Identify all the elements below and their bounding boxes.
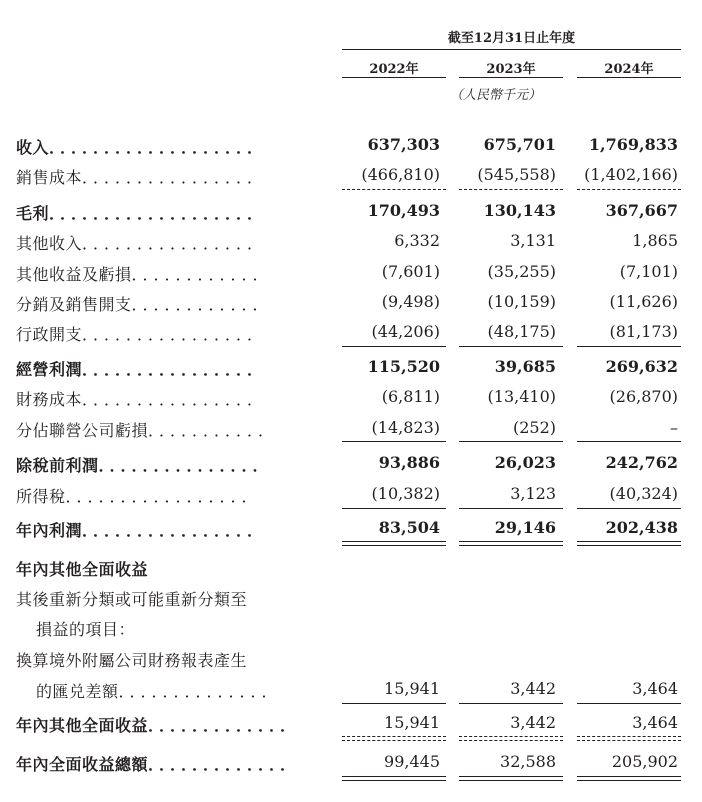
subtotal-rule [342, 189, 446, 190]
row-value-2023: 3,131 [510, 231, 556, 250]
row-label: 銷售成本．．．．．．．．．．．．．．．． [16, 168, 267, 187]
subtotal-rule [459, 441, 563, 442]
row-value-2023: 39,685 [494, 357, 556, 376]
row-value-2023: (252) [512, 418, 556, 437]
row-value-2023: 130,143 [483, 201, 556, 220]
oci-subheading-continued: 損益的項目： [36, 620, 136, 639]
dashed-double-rule [577, 740, 681, 741]
row-value-2024: (11,626) [609, 292, 678, 311]
row-value-2022: (7,601) [381, 262, 440, 281]
oci-item-value-2023: 3,442 [510, 679, 556, 698]
grand-total-double-rule [342, 780, 446, 781]
row-value-2022: (6,811) [381, 387, 440, 406]
dashed-double-rule [342, 736, 446, 737]
grand-total-double-rule [577, 780, 681, 781]
subtotal-rule [577, 508, 681, 509]
subtotal-rule [459, 508, 563, 509]
row-value-2024: (7,101) [619, 262, 678, 281]
row-value-2022: 170,493 [367, 201, 440, 220]
row-value-2024: 1,865 [632, 231, 678, 250]
row-value-2024: (40,324) [609, 484, 678, 503]
row-value-2024: (26,870) [609, 387, 678, 406]
unit-label: （人民幣千元） [450, 88, 542, 103]
oci-item-label: 換算境外附屬公司財務報表產生 [16, 651, 248, 670]
row-value-2022: 637,303 [367, 135, 440, 154]
row-label: 其他收益及虧損．．．．．．．．．．．． [16, 265, 272, 284]
subtotal-rule [577, 703, 681, 704]
year-rule-2022 [342, 77, 446, 78]
oci-item-label-continued: 的匯兑差額．．．．．．．．．．．．．． [36, 682, 281, 701]
row-value-2022: (44,206) [371, 322, 440, 341]
row-label: 其他收入．．．．．．．．．．．．．．．． [16, 234, 267, 253]
row-value-2024: – [670, 418, 678, 437]
dashed-double-rule [459, 740, 563, 741]
row-value-2022: 6,332 [394, 231, 440, 250]
row-value-2023: 3,123 [510, 484, 556, 503]
row-label: 分銷及銷售開支．．．．．．．．．．．． [16, 295, 272, 314]
total-double-rule [342, 545, 446, 546]
subtotal-rule [577, 346, 681, 347]
row-value-2022: 93,886 [378, 453, 440, 472]
total-double-rule [342, 541, 446, 542]
total-double-rule [577, 545, 681, 546]
grand-total-value-2024: 205,902 [611, 752, 678, 771]
grand-total-value-2023: 32,588 [500, 752, 556, 771]
oci-total-label: 年內其他全面收益．．．．．．．．．．．．． [16, 716, 300, 735]
row-value-2023: (13,410) [487, 387, 556, 406]
subtotal-rule [459, 189, 563, 190]
year-2023-header: 2023年 [486, 62, 536, 77]
subtotal-rule [342, 441, 446, 442]
oci-item-value-2022: 15,941 [384, 679, 440, 698]
row-label: 行政開支．．．．．．．．．．．．．．．． [16, 325, 267, 344]
grand-total-double-rule [577, 776, 681, 777]
oci-total-value-2024: 3,464 [632, 713, 678, 732]
row-value-2024: 367,667 [605, 201, 678, 220]
grand-total-double-rule [459, 776, 563, 777]
row-value-2024: (81,173) [609, 322, 678, 341]
grand-total-double-rule [342, 776, 446, 777]
row-value-2024: 242,762 [605, 453, 678, 472]
grand-total-double-rule [459, 780, 563, 781]
year-rule-2024 [577, 77, 681, 78]
row-label: 分佔聯營公司虧損．．．．．．．．．．． [16, 421, 278, 440]
oci-item-value-2024: 3,464 [632, 679, 678, 698]
row-value-2024: 202,438 [605, 518, 678, 537]
grand-total-value-2022: 99,445 [384, 752, 440, 771]
year-rule-2023 [459, 77, 563, 78]
subtotal-rule [577, 189, 681, 190]
period-header-rule [342, 49, 681, 50]
row-value-2024: (1,402,166) [584, 165, 678, 184]
row-value-2023: (48,175) [487, 322, 556, 341]
dashed-double-rule [577, 736, 681, 737]
total-double-rule [577, 541, 681, 542]
row-value-2024: 1,769,833 [588, 135, 678, 154]
row-label: 年內利潤．．．．．．．．．．．．．．．． [16, 521, 267, 540]
subtotal-rule [577, 441, 681, 442]
dashed-double-rule [459, 736, 563, 737]
row-label: 財務成本．．．．．．．．．．．．．．．． [16, 390, 267, 409]
row-value-2023: (35,255) [487, 262, 556, 281]
total-double-rule [459, 541, 563, 542]
row-value-2023: 29,146 [494, 518, 556, 537]
row-label: 所得稅．．．．．．．．．．．．．．．．． [16, 487, 261, 506]
row-value-2022: (466,810) [361, 165, 440, 184]
dashed-double-rule [342, 740, 446, 741]
row-label: 除稅前利潤．．．．．．．．．．．．．．． [16, 456, 272, 475]
subtotal-rule [459, 703, 563, 704]
subtotal-rule [342, 346, 446, 347]
row-value-2023: 26,023 [494, 453, 556, 472]
row-value-2022: (9,498) [381, 292, 440, 311]
oci-section-title: 年內其他全面收益 [16, 560, 149, 579]
oci-total-value-2022: 15,941 [384, 713, 440, 732]
year-2022-header: 2022年 [369, 62, 419, 77]
row-value-2023: 675,701 [483, 135, 556, 154]
oci-subheading: 其後重新分類或可能重新分類至 [16, 590, 248, 609]
row-label: 毛利．．．．．．．．．．．．．．．．．．． [16, 204, 267, 223]
row-value-2023: (10,159) [487, 292, 556, 311]
row-value-2022: (10,382) [371, 484, 440, 503]
subtotal-rule [459, 346, 563, 347]
year-2024-header: 2024年 [604, 62, 654, 77]
subtotal-rule [342, 703, 446, 704]
row-label: 收入．．．．．．．．．．．．．．．．．．． [16, 138, 267, 157]
row-label: 經營利潤．．．．．．．．．．．．．．．． [16, 360, 267, 379]
grand-total-label: 年內全面收益總額．．．．．．．．．．．．． [16, 755, 300, 774]
period-header: 截至12月31日止年度 [447, 31, 576, 46]
row-value-2024: 269,632 [605, 357, 678, 376]
subtotal-rule [342, 508, 446, 509]
row-value-2022: (14,823) [371, 418, 440, 437]
total-double-rule [459, 545, 563, 546]
row-value-2023: (545,558) [477, 165, 556, 184]
oci-total-value-2023: 3,442 [510, 713, 556, 732]
row-value-2022: 115,520 [367, 357, 440, 376]
row-value-2022: 83,504 [378, 518, 440, 537]
